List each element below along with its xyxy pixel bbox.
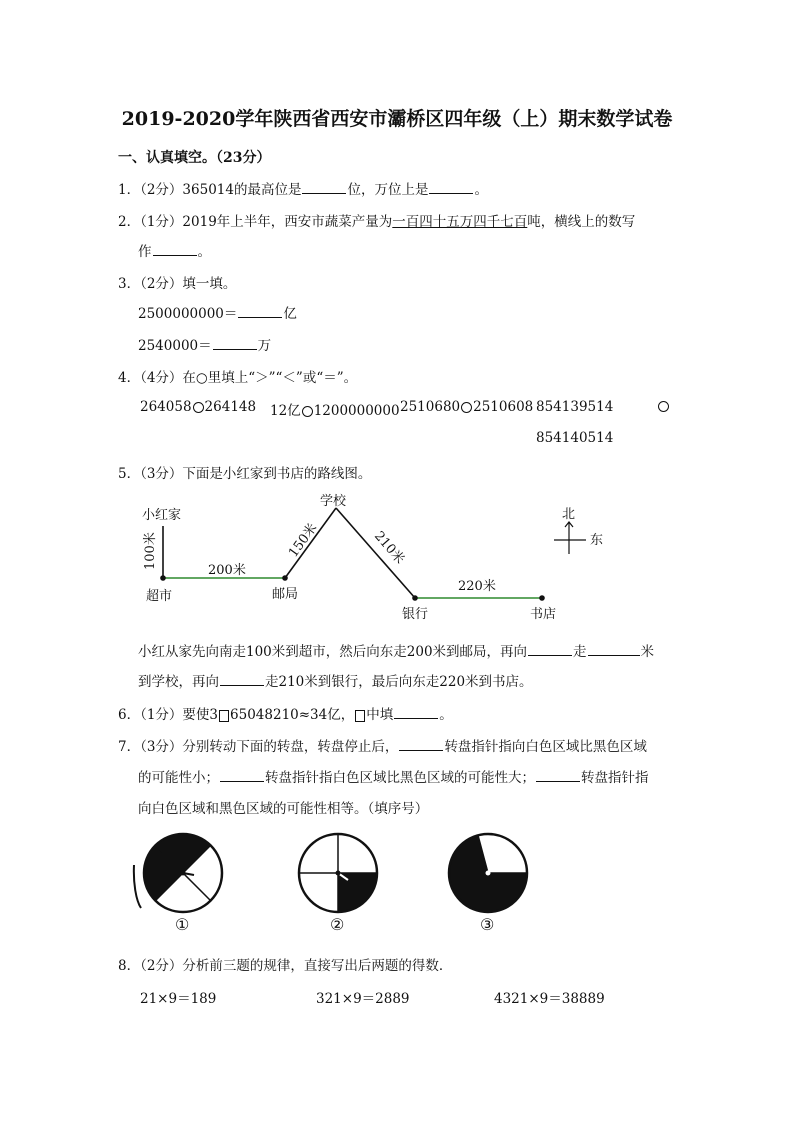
q5-text-2a: 到学校，再向	[138, 674, 219, 690]
q4-item-2	[270, 399, 400, 419]
question-2	[118, 210, 635, 230]
q4-item3-left: 2510680	[400, 399, 461, 415]
q4-item4-left: 854139514	[536, 399, 614, 415]
store-point	[539, 595, 545, 601]
q4-item-3	[400, 399, 533, 415]
q6-text-b: 65048210≈34亿，	[230, 707, 355, 723]
q6-text-c: 中填	[366, 707, 394, 723]
q7-text-2b: 转盘指针指白色区域比黑色区域的可能性大；	[265, 770, 535, 786]
compare-circle[interactable]	[302, 406, 313, 417]
q2-text-b: 吨，横线上的数写	[527, 214, 636, 230]
q3-row2-a: 2540000＝	[138, 338, 212, 354]
q7-text-2c: 转盘指针指	[581, 770, 649, 786]
q1-blank-1[interactable]	[302, 181, 346, 194]
q1-text-c: 。	[474, 182, 488, 198]
route-map	[130, 492, 610, 622]
label-distance-200: 200米	[208, 563, 246, 578]
q7-text-b: 转盘指针指向白色区域比黑色区域	[444, 739, 647, 755]
label-distance-210: 210米	[370, 528, 408, 568]
q4-item1-right: 264148	[204, 399, 257, 415]
q3-blank-1[interactable]	[238, 305, 282, 318]
q5-blank-3[interactable]	[220, 673, 264, 686]
question-4: 4．（4分）在○里填上“＞”“＜”或“＝”。	[118, 370, 358, 386]
question-1	[118, 178, 488, 198]
q4-item2-right: 1200000000	[313, 403, 400, 419]
q5-text-1a: 小红从家先向南走100米到超市，然后向东走200米到邮局，再向	[138, 644, 528, 660]
q6-box-icon	[355, 710, 365, 722]
bank-point	[412, 595, 418, 601]
q8-equation-2: 321×9＝2889	[316, 991, 410, 1007]
q2-text-a: 2．（1分）2019年上半年，西安市蔬菜产量为	[118, 214, 393, 230]
q7-blank-2[interactable]	[220, 769, 264, 782]
q3-row2-b: 万	[257, 338, 272, 354]
q8-equation-3: 4321×9＝38889	[494, 991, 605, 1007]
question-8: 8．（2分）分析前三题的规律，直接写出后两题的得数．	[118, 958, 453, 974]
q6-box-icon	[219, 710, 229, 722]
q6-text-a: 6．（1分）要使3	[118, 707, 219, 723]
q4-item4-right: 854140514	[536, 430, 614, 446]
compass-icon	[554, 522, 586, 554]
question-6	[118, 703, 453, 723]
q7-text-2a: 的可能性小；	[138, 770, 219, 786]
q2-text-line2b: 。	[197, 244, 211, 260]
q5-blank-1[interactable]	[528, 643, 572, 656]
q7-blank-3[interactable]	[536, 769, 580, 782]
compare-circle[interactable]	[193, 402, 204, 413]
compare-circle[interactable]	[658, 401, 669, 412]
spinner-1	[134, 834, 222, 912]
q4-item1-left: 264058	[140, 399, 192, 415]
q6-text-d: 。	[439, 707, 453, 723]
q7-line-2	[138, 766, 649, 786]
question-2-line2	[138, 240, 211, 260]
q7-blank-1[interactable]	[399, 738, 443, 751]
spinner-label-1: ①	[175, 915, 190, 934]
q4-item3-right: 2510608	[473, 399, 534, 415]
label-post: 邮局	[272, 587, 299, 602]
label-store: 书店	[530, 607, 557, 622]
q8-equation-1: 21×9＝189	[140, 991, 217, 1007]
q2-blank[interactable]	[153, 243, 197, 256]
label-distance-220: 220米	[458, 579, 496, 594]
label-distance-100: 100米	[143, 532, 158, 570]
market-point	[160, 575, 166, 581]
q5-text-2b: 走210米到银行，最后向东走220米到书店。	[265, 674, 533, 690]
label-north: 北	[562, 507, 576, 522]
q5-line-2	[138, 670, 533, 690]
q4-item-1	[140, 399, 256, 415]
q6-blank[interactable]	[394, 706, 438, 719]
q5-text-1b: 走	[573, 644, 587, 660]
q3-row-2	[138, 334, 271, 354]
q7-text-a: 7．（3分）分别转动下面的转盘，转盘停止后，	[118, 739, 399, 755]
label-east: 东	[590, 533, 604, 548]
label-market: 超市	[146, 589, 173, 604]
q1-text-b: 位，万位上是	[347, 182, 429, 198]
question-7	[118, 735, 647, 755]
q1-text-a: 1．（2分）365014的最高位是	[118, 182, 302, 198]
q2-text-line2a: 作	[138, 244, 152, 260]
section-heading: 一、认真填空。（23分）	[118, 150, 271, 166]
q3-blank-2[interactable]	[213, 337, 257, 350]
label-distance-150: 150米	[286, 520, 321, 561]
q5-blank-2[interactable]	[588, 643, 640, 656]
q5-line-1	[138, 640, 654, 660]
question-3: 3．（2分）填一填。	[118, 276, 237, 292]
q3-row1-a: 2500000000＝	[138, 306, 238, 322]
label-bank: 银行	[402, 607, 429, 622]
q3-row-1	[138, 302, 297, 322]
label-home: 小红家	[142, 508, 182, 523]
q5-text-1c: 米	[640, 644, 655, 660]
question-5: 5．（3分）下面是小红家到书店的路线图。	[118, 466, 372, 482]
spinners	[130, 826, 550, 938]
spinner-3	[449, 834, 527, 912]
spinner-2	[299, 834, 377, 912]
q1-blank-2[interactable]	[429, 181, 473, 194]
compare-circle[interactable]	[461, 402, 472, 413]
label-school: 学校	[320, 494, 347, 509]
q4-item2-left: 12亿	[270, 403, 301, 419]
q7-line-3: 向白色区域和黑色区域的可能性相等。（填序号）	[138, 801, 429, 817]
spin-motion-mark	[134, 865, 141, 908]
q2-underlined-number: 一百四十五万四千七百	[392, 214, 528, 230]
post-point	[282, 575, 288, 581]
spinner-label-3: ③	[480, 915, 495, 934]
spinner-label-2: ②	[330, 915, 345, 934]
q3-row1-b: 亿	[283, 306, 297, 322]
page-title: 2019-2020学年陕西省西安市灞桥区四年级（上）期末数学试卷	[121, 108, 673, 130]
